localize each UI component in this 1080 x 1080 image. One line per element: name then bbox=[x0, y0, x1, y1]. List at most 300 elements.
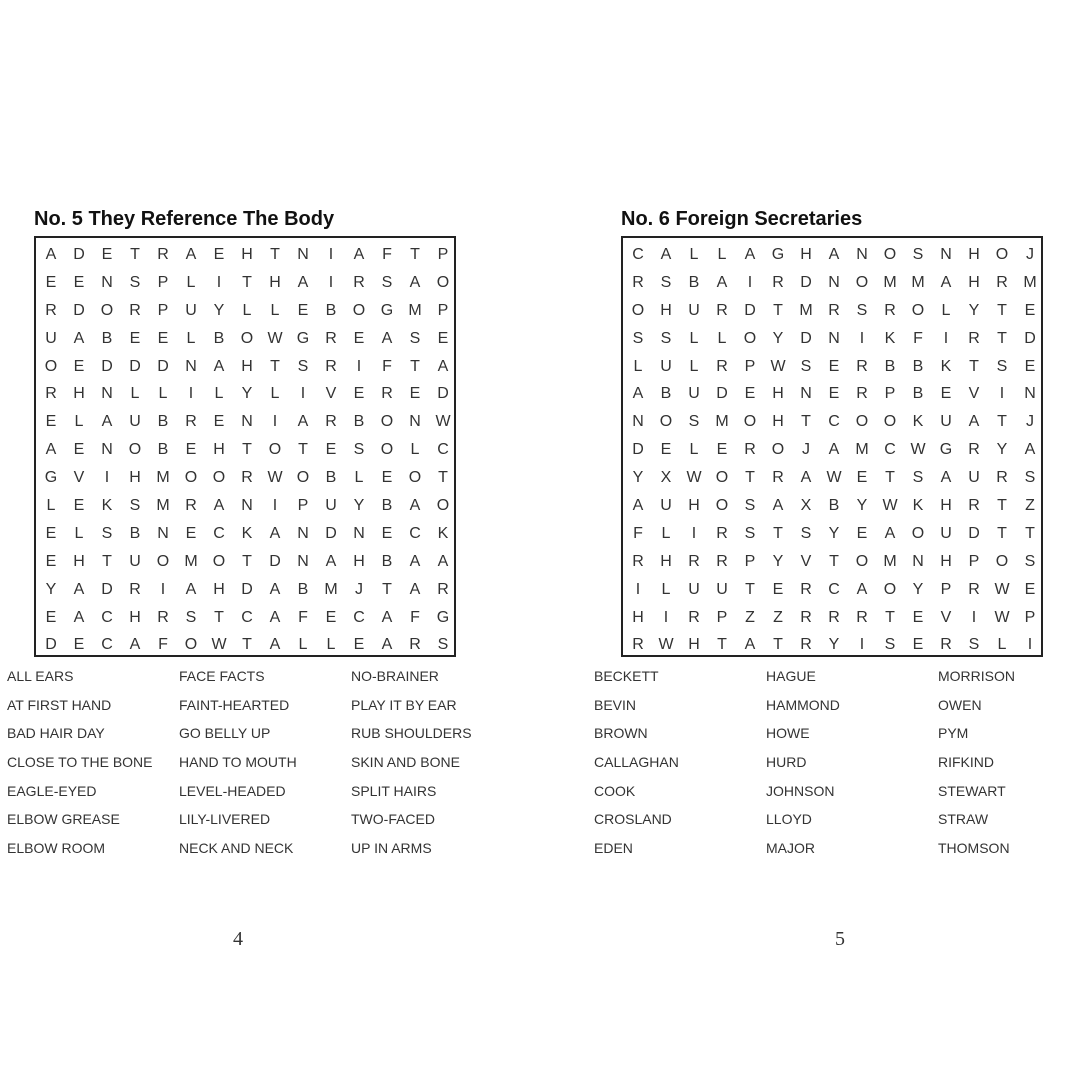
grid-letter: N bbox=[241, 413, 253, 431]
grid-letter: L bbox=[270, 301, 280, 319]
word-list-item: HOWE bbox=[766, 725, 810, 742]
grid-letter: A bbox=[353, 245, 365, 263]
grid-letter: R bbox=[772, 469, 784, 487]
grid-letter: W bbox=[267, 469, 283, 487]
grid-letter: T bbox=[214, 608, 224, 626]
grid-letter: E bbox=[353, 329, 365, 347]
grid-letter: I bbox=[635, 580, 641, 598]
grid-letter: P bbox=[744, 357, 756, 375]
grid-letter: C bbox=[353, 608, 365, 626]
grid-letter: R bbox=[381, 385, 393, 403]
grid-letter: L bbox=[717, 329, 727, 347]
grid-letter: R bbox=[716, 301, 728, 319]
grid-letter: D bbox=[1024, 329, 1036, 347]
grid-letter: I bbox=[272, 413, 278, 431]
grid-letter: O bbox=[156, 552, 170, 570]
grid-letter: E bbox=[73, 273, 85, 291]
grid-letter: L bbox=[633, 357, 643, 375]
grid-letter: U bbox=[129, 413, 141, 431]
grid-letter: J bbox=[1026, 413, 1034, 431]
grid-letter: T bbox=[885, 469, 895, 487]
word-column bbox=[7, 664, 153, 865]
grid-letter: X bbox=[800, 496, 812, 514]
grid-letter: O bbox=[715, 496, 729, 514]
word-list-item: NECK AND NECK bbox=[179, 840, 294, 857]
grid-letter: L bbox=[997, 636, 1007, 654]
grid-letter: A bbox=[185, 580, 197, 598]
grid-letter: O bbox=[855, 413, 869, 431]
word-list-item: BAD HAIR DAY bbox=[7, 725, 105, 742]
grid-letter: T bbox=[997, 301, 1007, 319]
word-list-item: HAND TO MOUTH bbox=[179, 754, 297, 771]
grid-letter: U bbox=[45, 329, 57, 347]
grid-letter: M bbox=[324, 580, 338, 598]
grid-letter: E bbox=[381, 524, 393, 542]
grid-letter: V bbox=[800, 552, 812, 570]
grid-letter: J bbox=[1026, 245, 1034, 263]
grid-letter: O bbox=[883, 245, 897, 263]
grid-letter: E bbox=[213, 413, 225, 431]
grid-letter: G bbox=[380, 301, 394, 319]
word-list-item: GO BELLY UP bbox=[179, 725, 271, 742]
grid-letter: S bbox=[381, 273, 393, 291]
grid-letter: A bbox=[45, 245, 57, 263]
word-column bbox=[766, 664, 840, 865]
grid-letter: E bbox=[101, 245, 113, 263]
grid-letter: L bbox=[186, 329, 196, 347]
grid-letter: O bbox=[380, 441, 394, 459]
grid-letter: R bbox=[800, 608, 812, 626]
grid-letter: B bbox=[884, 357, 896, 375]
grid-letter: A bbox=[73, 580, 85, 598]
grid-letter: K bbox=[940, 357, 952, 375]
grid-letter: T bbox=[298, 441, 308, 459]
grid-letter: A bbox=[381, 329, 393, 347]
grid-letter: D bbox=[716, 385, 728, 403]
grid-letter: M bbox=[855, 441, 869, 459]
grid-letter: L bbox=[941, 301, 951, 319]
grid-letter: A bbox=[632, 496, 644, 514]
grid-letter: L bbox=[326, 636, 336, 654]
grid-letter: L bbox=[717, 245, 727, 263]
grid-letter: N bbox=[800, 385, 812, 403]
grid-letter: L bbox=[689, 441, 699, 459]
grid-letter: A bbox=[269, 608, 281, 626]
grid-letter: P bbox=[884, 385, 896, 403]
word-list-item: BROWN bbox=[594, 725, 648, 742]
grid-letter: W bbox=[994, 580, 1010, 598]
grid-letter: T bbox=[717, 636, 727, 654]
grid-letter: T bbox=[745, 580, 755, 598]
grid-letter: W bbox=[994, 608, 1010, 626]
grid-letter: Y bbox=[912, 580, 924, 598]
grid-letter: A bbox=[409, 580, 421, 598]
grid-letter: E bbox=[381, 469, 393, 487]
grid-letter: S bbox=[185, 608, 197, 626]
grid-letter: O bbox=[100, 301, 114, 319]
grid-letter: A bbox=[409, 273, 421, 291]
grid-letter: U bbox=[688, 385, 700, 403]
grid-letter: A bbox=[101, 413, 113, 431]
word-list-item: EDEN bbox=[594, 840, 633, 857]
grid-letter: R bbox=[325, 413, 337, 431]
grid-letter: B bbox=[381, 496, 393, 514]
grid-letter: D bbox=[73, 245, 85, 263]
grid-letter: S bbox=[660, 329, 672, 347]
grid-letter: R bbox=[828, 301, 840, 319]
grid-letter: S bbox=[632, 329, 644, 347]
grid-letter: A bbox=[800, 469, 812, 487]
word-list-item: ELBOW GREASE bbox=[7, 811, 120, 828]
grid-letter: H bbox=[129, 469, 141, 487]
grid-letter: O bbox=[184, 636, 198, 654]
grid-letter: T bbox=[969, 357, 979, 375]
grid-letter: T bbox=[745, 469, 755, 487]
grid-letter: T bbox=[801, 413, 811, 431]
word-list-item: THOMSON bbox=[938, 840, 1010, 857]
grid-letter: H bbox=[772, 413, 784, 431]
grid-letter: D bbox=[101, 357, 113, 375]
grid-letter: E bbox=[912, 608, 924, 626]
grid-letter: H bbox=[129, 608, 141, 626]
grid-letter: E bbox=[437, 329, 449, 347]
grid-letter: L bbox=[410, 441, 420, 459]
grid-letter: I bbox=[216, 273, 222, 291]
grid-letter: H bbox=[940, 496, 952, 514]
grid-letter: Y bbox=[241, 385, 253, 403]
grid-letter: Y bbox=[213, 301, 225, 319]
grid-letter: W bbox=[686, 469, 702, 487]
grid-letter: K bbox=[884, 329, 896, 347]
grid-letter: R bbox=[185, 413, 197, 431]
grid-letter: N bbox=[101, 385, 113, 403]
grid-letter: C bbox=[828, 413, 840, 431]
grid-letter: E bbox=[73, 496, 85, 514]
grid-letter: O bbox=[995, 245, 1009, 263]
grid-letter: H bbox=[940, 552, 952, 570]
grid-letter: D bbox=[241, 580, 253, 598]
grid-letter: G bbox=[771, 245, 785, 263]
grid-letter: L bbox=[186, 273, 196, 291]
word-list-item: PYM bbox=[938, 725, 969, 742]
grid-letter: O bbox=[659, 413, 673, 431]
grid-letter: A bbox=[409, 552, 421, 570]
grid-letter: R bbox=[968, 329, 980, 347]
grid-letter: G bbox=[296, 329, 310, 347]
grid-letter: E bbox=[1024, 357, 1036, 375]
grid-letter: B bbox=[828, 496, 840, 514]
grid-letter: L bbox=[661, 524, 671, 542]
grid-letter: N bbox=[297, 245, 309, 263]
grid-letter: D bbox=[129, 357, 141, 375]
grid-letter: F bbox=[158, 636, 168, 654]
grid-letter: A bbox=[437, 552, 449, 570]
grid-letter: E bbox=[660, 441, 672, 459]
grid-letter: O bbox=[240, 329, 254, 347]
grid-letter: E bbox=[772, 580, 784, 598]
grid-letter: T bbox=[438, 469, 448, 487]
grid-letter: I bbox=[160, 580, 166, 598]
grid-letter: L bbox=[158, 385, 168, 403]
grid-letter: A bbox=[269, 580, 281, 598]
grid-letter: L bbox=[298, 636, 308, 654]
word-column bbox=[594, 664, 679, 865]
grid-letter: S bbox=[968, 636, 980, 654]
grid-letter: S bbox=[437, 636, 449, 654]
grid-letter: S bbox=[744, 524, 756, 542]
grid-letter: D bbox=[632, 441, 644, 459]
word-list-item: SKIN AND BONE bbox=[351, 754, 460, 771]
letter-grid bbox=[621, 236, 1043, 657]
grid-letter: R bbox=[157, 245, 169, 263]
grid-letter: B bbox=[213, 329, 225, 347]
grid-letter: A bbox=[828, 245, 840, 263]
grid-letter: F bbox=[382, 245, 392, 263]
grid-letter: B bbox=[157, 413, 169, 431]
word-list-item: CLOSE TO THE BONE bbox=[7, 754, 153, 771]
grid-letter: D bbox=[437, 385, 449, 403]
grid-letter: U bbox=[660, 496, 672, 514]
grid-letter: R bbox=[325, 357, 337, 375]
grid-letter: T bbox=[997, 329, 1007, 347]
grid-letter: C bbox=[241, 608, 253, 626]
grid-letter: O bbox=[380, 413, 394, 431]
grid-letter: K bbox=[241, 524, 253, 542]
grid-letter: S bbox=[660, 273, 672, 291]
grid-letter: D bbox=[325, 524, 337, 542]
grid-letter: F bbox=[913, 329, 923, 347]
grid-letter: S bbox=[912, 469, 924, 487]
grid-letter: Y bbox=[772, 329, 784, 347]
grid-letter: B bbox=[660, 385, 672, 403]
grid-letter: P bbox=[437, 301, 449, 319]
grid-letter: O bbox=[883, 580, 897, 598]
grid-letter: T bbox=[410, 245, 420, 263]
grid-letter: A bbox=[213, 357, 225, 375]
grid-letter: R bbox=[744, 441, 756, 459]
grid-letter: D bbox=[157, 357, 169, 375]
grid-letter: L bbox=[242, 301, 252, 319]
grid-letter: H bbox=[660, 301, 672, 319]
grid-letter: S bbox=[297, 357, 309, 375]
grid-letter: M bbox=[911, 273, 925, 291]
word-list-item: ALL EARS bbox=[7, 668, 74, 684]
grid-letter: K bbox=[912, 496, 924, 514]
grid-letter: P bbox=[716, 608, 728, 626]
grid-letter: B bbox=[129, 524, 141, 542]
grid-letter: E bbox=[325, 608, 337, 626]
grid-letter: R bbox=[968, 496, 980, 514]
grid-letter: O bbox=[436, 273, 450, 291]
grid-letter: T bbox=[997, 524, 1007, 542]
grid-letter: T bbox=[410, 357, 420, 375]
page-number: 4 bbox=[233, 928, 243, 950]
page-number: 5 bbox=[835, 928, 845, 950]
grid-letter: R bbox=[353, 273, 365, 291]
grid-letter: R bbox=[800, 636, 812, 654]
grid-letter: I bbox=[663, 608, 669, 626]
grid-letter: N bbox=[828, 273, 840, 291]
grid-letter: E bbox=[353, 636, 365, 654]
grid-letter: R bbox=[437, 580, 449, 598]
grid-letter: R bbox=[632, 552, 644, 570]
word-list-item: FAINT-HEARTED bbox=[179, 696, 290, 713]
grid-letter: S bbox=[1024, 469, 1036, 487]
grid-letter: Z bbox=[1025, 496, 1035, 514]
grid-letter: W bbox=[658, 636, 674, 654]
grid-letter: W bbox=[435, 413, 451, 431]
grid-letter: O bbox=[212, 469, 226, 487]
grid-letter: C bbox=[101, 636, 113, 654]
grid-letter: I bbox=[691, 524, 697, 542]
grid-letter: L bbox=[130, 385, 140, 403]
grid-letter: D bbox=[45, 636, 57, 654]
grid-letter: P bbox=[157, 273, 169, 291]
grid-letter: K bbox=[912, 413, 924, 431]
grid-letter: W bbox=[826, 469, 842, 487]
grid-letter: A bbox=[213, 496, 225, 514]
grid-letter: B bbox=[353, 413, 365, 431]
grid-letter: M bbox=[1023, 273, 1037, 291]
grid-letter: C bbox=[884, 441, 896, 459]
grid-letter: N bbox=[1024, 385, 1036, 403]
grid-letter: E bbox=[828, 357, 840, 375]
grid-letter: E bbox=[940, 385, 952, 403]
grid-letter: B bbox=[101, 329, 113, 347]
grid-letter: H bbox=[660, 552, 672, 570]
grid-letter: O bbox=[855, 552, 869, 570]
grid-letter: D bbox=[269, 552, 281, 570]
grid-letter: V bbox=[940, 608, 952, 626]
grid-letter: B bbox=[325, 469, 337, 487]
grid-letter: E bbox=[45, 608, 57, 626]
grid-letter: A bbox=[632, 385, 644, 403]
grid-letter: U bbox=[716, 580, 728, 598]
word-list-item: RUB SHOULDERS bbox=[351, 725, 472, 742]
grid-letter: R bbox=[800, 580, 812, 598]
grid-letter: N bbox=[101, 441, 113, 459]
grid-letter: I bbox=[1027, 636, 1033, 654]
grid-letter: R bbox=[185, 496, 197, 514]
grid-letter: T bbox=[773, 524, 783, 542]
word-list-item: BECKETT bbox=[594, 668, 659, 684]
grid-letter: N bbox=[912, 552, 924, 570]
grid-letter: A bbox=[297, 413, 309, 431]
grid-letter: A bbox=[772, 496, 784, 514]
grid-letter: O bbox=[184, 469, 198, 487]
grid-letter: R bbox=[856, 608, 868, 626]
grid-letter: A bbox=[45, 441, 57, 459]
grid-letter: D bbox=[101, 580, 113, 598]
grid-letter: T bbox=[270, 357, 280, 375]
grid-letter: R bbox=[884, 301, 896, 319]
grid-letter: H bbox=[772, 385, 784, 403]
grid-letter: R bbox=[856, 357, 868, 375]
grid-letter: M bbox=[799, 301, 813, 319]
grid-letter: H bbox=[968, 273, 980, 291]
grid-letter: U bbox=[940, 524, 952, 542]
grid-letter: M bbox=[408, 301, 422, 319]
grid-letter: S bbox=[856, 301, 868, 319]
grid-letter: M bbox=[883, 552, 897, 570]
grid-letter: S bbox=[101, 524, 113, 542]
grid-letter: I bbox=[328, 245, 334, 263]
grid-letter: O bbox=[771, 441, 785, 459]
grid-letter: U bbox=[968, 469, 980, 487]
grid-letter: T bbox=[997, 496, 1007, 514]
grid-letter: I bbox=[356, 357, 362, 375]
grid-letter: R bbox=[996, 469, 1008, 487]
grid-letter: Y bbox=[45, 580, 57, 598]
grid-letter: R bbox=[716, 552, 728, 570]
grid-letter: R bbox=[940, 636, 952, 654]
grid-letter: H bbox=[213, 580, 225, 598]
grid-letter: A bbox=[269, 524, 281, 542]
word-list-item: ELBOW ROOM bbox=[7, 840, 106, 857]
grid-letter: A bbox=[381, 636, 393, 654]
grid-letter: L bbox=[270, 385, 280, 403]
grid-letter: C bbox=[409, 524, 421, 542]
grid-letter: O bbox=[743, 329, 757, 347]
grid-letter: O bbox=[128, 441, 142, 459]
grid-letter: E bbox=[213, 245, 225, 263]
word-list-item: STRAW bbox=[938, 811, 989, 828]
grid-letter: G bbox=[436, 608, 450, 626]
grid-letter: M bbox=[184, 552, 198, 570]
grid-letter: V bbox=[73, 469, 85, 487]
grid-letter: K bbox=[101, 496, 113, 514]
grid-letter: S bbox=[1024, 552, 1036, 570]
grid-letter: H bbox=[688, 496, 700, 514]
grid-letter: H bbox=[632, 608, 644, 626]
grid-letter: A bbox=[129, 636, 141, 654]
grid-letter: I bbox=[747, 273, 753, 291]
grid-letter: N bbox=[856, 245, 868, 263]
grid-letter: W bbox=[910, 441, 926, 459]
grid-letter: N bbox=[353, 524, 365, 542]
grid-letter: D bbox=[800, 329, 812, 347]
grid-letter: U bbox=[660, 357, 672, 375]
word-list-item: JOHNSON bbox=[766, 782, 835, 799]
word-list-item: MAJOR bbox=[766, 840, 815, 857]
grid-letter: O bbox=[995, 552, 1009, 570]
grid-letter: I bbox=[188, 385, 194, 403]
word-list-item: LEVEL-HEADED bbox=[179, 782, 286, 799]
grid-letter: E bbox=[185, 441, 197, 459]
grid-letter: R bbox=[409, 636, 421, 654]
grid-letter: T bbox=[997, 413, 1007, 431]
grid-letter: T bbox=[1025, 524, 1035, 542]
grid-letter: L bbox=[689, 245, 699, 263]
grid-letter: E bbox=[353, 385, 365, 403]
grid-letter: R bbox=[632, 636, 644, 654]
grid-letter: T bbox=[242, 636, 252, 654]
grid-letter: R bbox=[996, 273, 1008, 291]
grid-letter: T bbox=[885, 608, 895, 626]
grid-letter: L bbox=[689, 357, 699, 375]
word-list-item: FACE FACTS bbox=[179, 668, 265, 684]
grid-letter: S bbox=[744, 496, 756, 514]
grid-letter: P bbox=[157, 301, 169, 319]
grid-letter: O bbox=[44, 357, 58, 375]
grid-letter: Y bbox=[772, 552, 784, 570]
grid-letter: H bbox=[688, 636, 700, 654]
word-list-item: PLAY IT BY EAR bbox=[351, 696, 457, 713]
grid-letter: P bbox=[1024, 608, 1036, 626]
grid-letter: H bbox=[269, 273, 281, 291]
grid-letter: E bbox=[45, 524, 57, 542]
grid-letter: T bbox=[773, 301, 783, 319]
